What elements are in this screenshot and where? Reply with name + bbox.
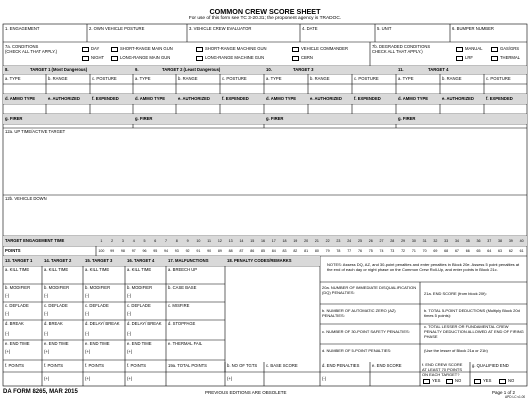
second-cell: 28 bbox=[390, 239, 395, 243]
t1-firer: g. FIRER bbox=[5, 116, 23, 121]
lrmg-checkbox[interactable] bbox=[111, 56, 118, 61]
plus-1: (+) bbox=[5, 349, 11, 354]
t2-authorized: e. AUTHORIZED bbox=[178, 96, 210, 101]
t4-firer: g. FIRER bbox=[398, 116, 416, 121]
points-cell: 72 bbox=[401, 249, 406, 253]
second-cell: 7 bbox=[165, 239, 168, 243]
t3-firer: g. FIRER bbox=[266, 116, 284, 121]
day-checkbox[interactable] bbox=[82, 47, 89, 52]
paren-7: (-) bbox=[85, 311, 90, 316]
degraded-label: 7b. DEGRADED CONDITIONS bbox=[372, 44, 431, 49]
points-cell: 97 bbox=[131, 249, 136, 253]
t3-expended: f. EXPENDED bbox=[354, 96, 381, 101]
thermal-label: THERMAL bbox=[500, 55, 521, 60]
malfunctions-header: 17. MALFUNCTIONS bbox=[168, 258, 209, 263]
points-cell: 64 bbox=[487, 249, 492, 253]
delay-break-4: d. DELAY/ BREAK bbox=[127, 321, 162, 326]
second-cell: 10 bbox=[196, 239, 201, 243]
notes-text: NOTES: Assess DQ, AZ, and 30-point penalties and enter penalties in Block 20e. Assess 5 point penalties at the end of each day or night phase on the Common Crew Roll-Up, and enter points in Block 21c. bbox=[327, 262, 520, 273]
deflade-4: c. DEFLADE bbox=[127, 303, 151, 308]
plus-3: (+) bbox=[85, 349, 91, 354]
paren-1: (-) bbox=[5, 293, 10, 298]
date-label: 4. DATE bbox=[302, 26, 318, 31]
qualified-yes-label: YES bbox=[483, 378, 492, 383]
t1-ammo: d. AMMO TYPE bbox=[5, 96, 36, 101]
points-cell: 98 bbox=[120, 249, 125, 253]
plus-6: (+) bbox=[85, 376, 91, 381]
points-cell: 85 bbox=[261, 249, 265, 253]
thermal-checkbox[interactable] bbox=[491, 56, 498, 61]
qualified-no-checkbox[interactable] bbox=[499, 379, 506, 384]
second-cell: 5 bbox=[143, 239, 146, 243]
second-cell: 33 bbox=[444, 239, 449, 243]
deflade-3: c. DEFLADE bbox=[85, 303, 109, 308]
second-cell: 22 bbox=[325, 239, 330, 243]
points-cell: 74 bbox=[379, 249, 384, 253]
second-cell: 12 bbox=[217, 239, 222, 243]
second-cell: 9 bbox=[186, 239, 189, 243]
points-cell: 63 bbox=[498, 249, 503, 253]
lesser-penalty: c. TOTAL LESSER OR FUNDAMENTAL CREW PENALTY DEDUCTION ALLOWED AT END OF FIRING PHASE bbox=[424, 324, 524, 340]
points-cell: 73 bbox=[390, 249, 395, 253]
points-cell: 77 bbox=[347, 249, 352, 253]
conditions-label: 7a. CONDITIONS bbox=[5, 44, 39, 49]
points-4: f. POINTS bbox=[127, 363, 147, 368]
points-cell: 91 bbox=[196, 249, 201, 253]
points-cell: 75 bbox=[368, 249, 373, 253]
plus-5: (+) bbox=[44, 376, 50, 381]
points-cell: 87 bbox=[239, 249, 244, 253]
modifier-4: b. MODIFIER bbox=[127, 285, 153, 290]
kill-time-3: a. KILL TIME bbox=[85, 267, 110, 272]
firer-band bbox=[3, 114, 527, 124]
points-cell: 78 bbox=[336, 249, 341, 253]
misfire: c. MISFIRE bbox=[168, 303, 190, 308]
apd-version: APD LC v1.00 bbox=[505, 395, 526, 399]
lrf-checkbox[interactable] bbox=[456, 56, 463, 61]
target3-block-header: 15. TARGET 3 bbox=[85, 258, 113, 263]
grs-label: GAS/GRS bbox=[500, 46, 520, 51]
second-cell: 1 bbox=[100, 239, 103, 243]
cbrn-checkbox[interactable] bbox=[292, 56, 299, 61]
srmg-checkbox[interactable] bbox=[111, 47, 118, 52]
lrmg-label: LONG-RANGE MAIN GUN bbox=[120, 55, 171, 60]
obsolete-note: PREVIOUS EDITIONS ARE OBSOLETE bbox=[205, 390, 287, 395]
five-point-deductions: b. TOTAL 5-POINT DEDUCTIONS (Multiply Block 20d times 5 points): bbox=[424, 308, 520, 319]
second-cell: 34 bbox=[454, 239, 459, 243]
vehicle-down-label: 12b. VEHICLE DOWN bbox=[5, 196, 47, 201]
points-cell: 94 bbox=[164, 249, 169, 253]
points-cell: 61 bbox=[519, 249, 524, 253]
second-cell: 6 bbox=[154, 239, 157, 243]
points-cell: 96 bbox=[142, 249, 147, 253]
second-cell: 4 bbox=[132, 239, 135, 243]
second-cell: 25 bbox=[357, 239, 362, 243]
srmachine-label: SHORT-RANGE MACHINE GUN bbox=[205, 46, 267, 51]
second-cell: 39 bbox=[508, 239, 513, 243]
target3-header: TARGET 3 bbox=[293, 67, 314, 72]
t4-expended: f. EXPENDED bbox=[486, 96, 513, 101]
paren-9: (-) bbox=[5, 331, 10, 336]
points-2: f. POINTS bbox=[44, 363, 64, 368]
bumper-label: 6. BUMPER NUMBER bbox=[452, 26, 494, 31]
t3-type: a. TYPE bbox=[266, 76, 282, 81]
srmg-label: SHORT-RANGE MAIN GUN bbox=[120, 46, 173, 51]
thermal-fail: e. THERMAL FAIL bbox=[168, 341, 203, 346]
seconds-row bbox=[96, 236, 527, 246]
t3-posture: c. POSTURE bbox=[354, 76, 379, 81]
points-row bbox=[96, 246, 527, 256]
paren-12: (-) bbox=[127, 331, 132, 336]
t2-range: b. RANGE bbox=[178, 76, 198, 81]
target4-number: 11. bbox=[398, 67, 404, 72]
second-cell: 30 bbox=[411, 239, 416, 243]
points-cell: 88 bbox=[228, 249, 233, 253]
points-cell: 100 bbox=[98, 249, 105, 253]
unit-label: 5. UNIT bbox=[377, 26, 392, 31]
target2-header: TARGET 2 (Least Dangerous) bbox=[162, 67, 221, 72]
points-cell: 82 bbox=[293, 249, 298, 253]
second-cell: 13 bbox=[228, 239, 233, 243]
second-cell: 40 bbox=[519, 239, 524, 243]
degraded-sub: CHECK ALL THAT APPLY.) bbox=[372, 49, 423, 54]
points-cell: 93 bbox=[174, 249, 179, 253]
points-cell: 65 bbox=[476, 249, 481, 253]
engagement-label: 1. ENGAGEMENT bbox=[5, 26, 40, 31]
points-cell: 70 bbox=[422, 249, 427, 253]
kill-time-1: a. KILL TIME bbox=[5, 267, 30, 272]
day-label: DAY bbox=[91, 46, 100, 51]
base-score: c. BASE SCORE bbox=[266, 363, 298, 368]
t2-ammo: d. AMMO TYPE bbox=[135, 96, 166, 101]
second-cell: 8 bbox=[175, 239, 178, 243]
modifier-3: b. MODIFIER bbox=[85, 285, 111, 290]
second-cell: 24 bbox=[347, 239, 352, 243]
points-cell: 90 bbox=[207, 249, 212, 253]
uptime-label: 12a. UP TIME/ACTIVE TARGET bbox=[5, 129, 66, 134]
form-number: DA FORM 8265, MAR 2015 bbox=[3, 389, 78, 395]
t2-type: a. TYPE bbox=[135, 76, 151, 81]
second-cell: 31 bbox=[422, 239, 427, 243]
paren-4: (-) bbox=[127, 293, 132, 298]
deflade-1: c. DEFLADE bbox=[5, 303, 29, 308]
end-score-21a: 21a. END SCORE (from block 20f): bbox=[424, 291, 487, 296]
end-time-2: e. END TIME bbox=[44, 341, 69, 346]
paren-10: (-) bbox=[44, 331, 49, 336]
points-cell: 66 bbox=[465, 249, 470, 253]
second-cell: 20 bbox=[304, 239, 309, 243]
az-penalties: b. NUMBER OF AUTOMATIC ZERO (AZ) PENALTIES: bbox=[322, 308, 396, 319]
lrf-label: LRF bbox=[465, 55, 473, 60]
second-cell: 35 bbox=[465, 239, 470, 243]
end-time-3: e. END TIME bbox=[85, 341, 110, 346]
night-checkbox[interactable] bbox=[82, 56, 89, 61]
second-cell: 32 bbox=[433, 239, 438, 243]
grs-checkbox[interactable] bbox=[491, 47, 498, 52]
end-time-1: e. END TIME bbox=[5, 341, 30, 346]
target1-number: 8. bbox=[5, 67, 9, 72]
points-cell: 69 bbox=[433, 249, 438, 253]
t4-range: b. RANGE bbox=[442, 76, 462, 81]
no-of-tgts: b. NO OF TGTS bbox=[227, 363, 258, 368]
qualified-no-label: NO bbox=[508, 378, 515, 383]
deflade-2: c. DEFLADE bbox=[44, 303, 68, 308]
form-subtitle: For use of this form see TC 3-20.31; the proponent agency is TRADOC. bbox=[188, 16, 342, 21]
second-cell: 38 bbox=[498, 239, 503, 243]
target4-header: TARGET 4 bbox=[428, 67, 449, 72]
vc-checkbox[interactable] bbox=[292, 47, 299, 52]
evaluator-label: 3. VEHICLE CREW EVALUATOR bbox=[189, 26, 252, 31]
points-label: POINTS bbox=[5, 248, 21, 253]
kill-time-4: a. KILL TIME bbox=[127, 267, 152, 272]
stoppage: d. STOPPAGE bbox=[168, 321, 196, 326]
second-cell: 26 bbox=[368, 239, 373, 243]
second-cell: 2 bbox=[111, 239, 114, 243]
points-cell: 79 bbox=[325, 249, 330, 253]
points-cell: 76 bbox=[357, 249, 362, 253]
paren-5: (-) bbox=[5, 311, 10, 316]
modifier-1: b. MODIFIER bbox=[5, 285, 31, 290]
t4-authorized: e. AUTHORIZED bbox=[442, 96, 474, 101]
second-cell: 14 bbox=[239, 239, 244, 243]
lrmachine-label: LONG-RANGE MACHINE GUN bbox=[205, 55, 265, 60]
break-2: d. BREAK bbox=[44, 321, 63, 326]
paren-8: (-) bbox=[127, 311, 132, 316]
second-cell: 21 bbox=[314, 239, 319, 243]
penalty-codes-header: 18. PENALTY CODES/REMARKS bbox=[227, 258, 292, 263]
second-cell: 15 bbox=[250, 239, 255, 243]
case-base: b. CASE BASE bbox=[168, 285, 197, 290]
second-cell: 29 bbox=[401, 239, 406, 243]
points-cell: 68 bbox=[444, 249, 449, 253]
target1-header: TARGET 1 (Most Dangerous) bbox=[30, 67, 88, 72]
safety-penalties: c. NUMBER OF 30-POINT SAFETY PENALTIES: bbox=[322, 329, 410, 334]
second-cell: 36 bbox=[476, 239, 481, 243]
points-cell: 86 bbox=[250, 249, 255, 253]
delay-break-3: d. DELAY/ BREAK bbox=[85, 321, 120, 326]
points-cell: 89 bbox=[217, 249, 222, 253]
dq-penalties: 20a. NUMBER OF IMMEDIATE DISQUALIFICATION (DQ) PENALTIES: bbox=[322, 285, 417, 296]
second-cell: 18 bbox=[282, 239, 287, 243]
kill-time-2: a. KILL TIME bbox=[44, 267, 69, 272]
conditions-sub: (CHECK ALL THAT APPLY.) bbox=[5, 49, 58, 54]
end-time-4: e. END TIME bbox=[127, 341, 152, 346]
crew-yes-checkbox[interactable] bbox=[423, 379, 430, 384]
second-cell: 37 bbox=[487, 239, 492, 243]
crew-score-question: f. END CREW SCORE AT LEAST 70 POINTS ON EACH TARGET? bbox=[422, 362, 463, 378]
plus-8: (+) bbox=[227, 376, 233, 381]
t2-firer: g. FIRER bbox=[135, 116, 153, 121]
second-cell: 11 bbox=[207, 239, 211, 243]
second-cell: 16 bbox=[261, 239, 265, 243]
night-label: NIGHT bbox=[91, 55, 105, 60]
t1-type: a. TYPE bbox=[5, 76, 21, 81]
crew-no-checkbox[interactable] bbox=[446, 379, 453, 384]
points-3: f. POINTS bbox=[85, 363, 105, 368]
cbrn-label: CBRN bbox=[301, 55, 313, 60]
second-cell: 23 bbox=[336, 239, 341, 243]
target3-number: 10. bbox=[266, 67, 272, 72]
engagement-time-label: TARGET ENGAGEMENT TIME bbox=[5, 238, 65, 243]
crew-no-label: NO bbox=[455, 378, 462, 383]
crew-yes-label: YES bbox=[432, 378, 441, 383]
breech-up: a. BREECH UP bbox=[168, 267, 198, 272]
page-number: Page 1 of 2 bbox=[492, 390, 516, 395]
paren-13: (-) bbox=[322, 376, 327, 381]
manual-label: MANUAL bbox=[465, 46, 483, 51]
second-cell: 17 bbox=[271, 239, 276, 243]
t4-ammo: d. AMMO TYPE bbox=[398, 96, 429, 101]
own-vehicle-label: 2. OWN VEHICLE POSTURE bbox=[89, 26, 145, 31]
paren-3: (-) bbox=[85, 293, 90, 298]
paren-11: (-) bbox=[85, 331, 90, 336]
t4-type: a. TYPE bbox=[398, 76, 414, 81]
target1-block-header: 13. TARGET 1 bbox=[5, 258, 33, 263]
form-title: COMMON CREW SCORE SHEET bbox=[209, 7, 321, 16]
manual-checkbox[interactable] bbox=[456, 47, 463, 52]
break-1: d. BREAK bbox=[5, 321, 24, 326]
t2-posture: c. POSTURE bbox=[222, 76, 247, 81]
srmachine-checkbox[interactable] bbox=[196, 47, 203, 52]
points-cell: 81 bbox=[304, 249, 309, 253]
target2-number: 9. bbox=[135, 67, 139, 72]
points-cell: 71 bbox=[411, 249, 416, 253]
end-penalties: d. END PENALTIES bbox=[322, 363, 360, 368]
plus-7: (+) bbox=[127, 376, 133, 381]
lrmachine-checkbox[interactable] bbox=[196, 56, 203, 61]
paren-6: (-) bbox=[44, 311, 49, 316]
points-cell: 62 bbox=[508, 249, 513, 253]
t1-authorized: e. AUTHORIZED bbox=[48, 96, 80, 101]
points-cell: 92 bbox=[185, 249, 190, 253]
points-1: f. POINTS bbox=[5, 363, 25, 368]
plus-2: (+) bbox=[44, 349, 50, 354]
t3-authorized: e. AUTHORIZED bbox=[310, 96, 342, 101]
lesser-note: (Use the lesser of Block 21a or 21b) bbox=[424, 348, 488, 353]
qualified-end: g. QUALIFIED END bbox=[472, 363, 509, 368]
paren-2: (-) bbox=[44, 293, 49, 298]
t2-expended: f. EXPENDED bbox=[222, 96, 249, 101]
points-cell: 95 bbox=[153, 249, 158, 253]
plus-4: (+) bbox=[127, 349, 133, 354]
t1-range: b. RANGE bbox=[48, 76, 68, 81]
modifier-2: b. MODIFIER bbox=[44, 285, 70, 290]
t3-ammo: d. AMMO TYPE bbox=[266, 96, 297, 101]
points-cell: 83 bbox=[282, 249, 287, 253]
points-cell: 99 bbox=[110, 249, 115, 253]
t4-posture: c. POSTURE bbox=[486, 76, 511, 81]
points-cell: 67 bbox=[454, 249, 459, 253]
second-cell: 27 bbox=[379, 239, 384, 243]
second-cell: 3 bbox=[121, 239, 124, 243]
second-cell: 19 bbox=[293, 239, 298, 243]
points-cell: 80 bbox=[314, 249, 319, 253]
t1-posture: c. POSTURE bbox=[92, 76, 117, 81]
t3-range: b. RANGE bbox=[310, 76, 330, 81]
target4-block-header: 16. TARGET 4 bbox=[127, 258, 155, 263]
target2-block-header: 14. TARGET 2 bbox=[44, 258, 72, 263]
qualified-yes-checkbox[interactable] bbox=[474, 379, 481, 384]
vc-label: VEHICLE COMMANDER bbox=[301, 46, 348, 51]
points-cell: 84 bbox=[271, 249, 276, 253]
t1-expended: f. EXPENDED bbox=[92, 96, 119, 101]
total-points: 19a. TOTAL POINTS bbox=[168, 363, 207, 368]
end-score: e. END SCORE bbox=[372, 363, 402, 368]
five-point-penalties: d. NUMBER OF 5-POINT PENALTIES: bbox=[322, 348, 392, 353]
